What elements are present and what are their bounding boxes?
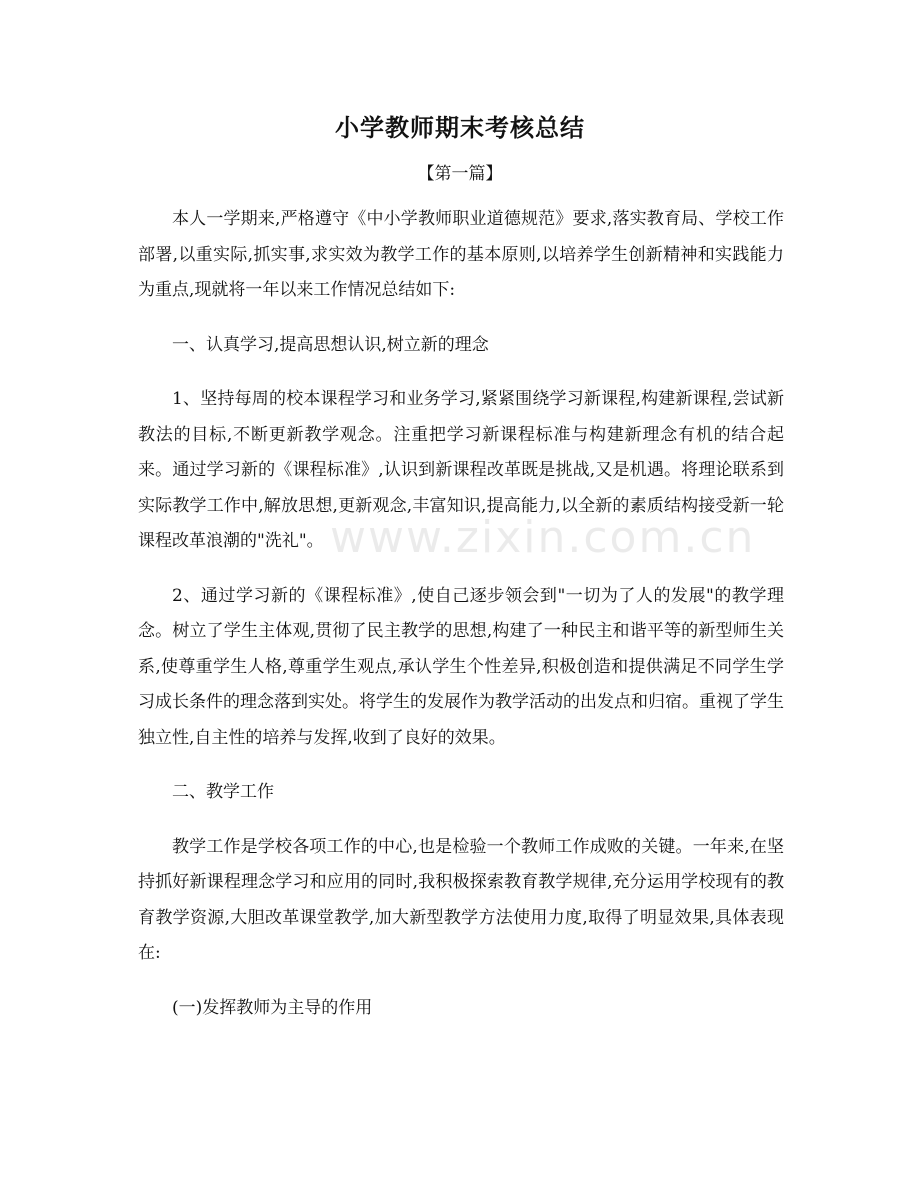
- heading-section-1: 一、认真学习,提高思想认识,树立新的理念: [172, 334, 489, 355]
- watermark: www.zixin.com.cn: [330, 512, 756, 563]
- intro-paragraph: 本人一学期来,严格遵守《中小学教师职业道德规范》要求,落实教育局、学校工作部署,以重实际,抓实事,求实效为教学工作的基本原则,以培养学生创新精神和实践能力为重点,现就将一年以来工作情况总结如下:: [138, 209, 784, 300]
- subheading-1: (一)发挥教师为主导的作用: [172, 997, 373, 1018]
- section-marker: 【第一篇】: [417, 164, 503, 184]
- paragraph-item-2: 2、通过学习新的《课程标准》,使自己逐步领会到"一切为了人的发展"的教学理念。树立了学生主体观,贯彻了民主教学的思想,构建了一种民主和谐平等的新型师生关系,使尊重学生人格,尊重学生观点,承认学生个性差异,积极创造和提供满足不同学生学习成长条件的理念落到实处。将学生的发展作为教学活动的出发点和归宿。重视了学生独立性,自主性的培养与发挥,收到了良好的效果。: [138, 585, 784, 748]
- document-title: 小学教师期末考核总结: [335, 113, 585, 142]
- paragraph-item-1: 1、坚持每周的校本课程学习和业务学习,紧紧围绕学习新课程,构建新课程,尝试新教法的目标,不断更新教学观念。注重把学习新课程标准与构建新理念有机的结合起来。通过学习新的《课程标准》,认识到新课程改革既是挑战,又是机遇。将理论联系到实际教学工作中,解放思想,更新观念,丰富知识,提高能力,以全新的素质结构接受新一轮课程改革浪潮的"洗礼"。: [138, 389, 784, 551]
- teaching-paragraph: 教学工作是学校各项工作的中心,也是检验一个教师工作成败的关键。一年来,在坚持抓好新课程理念学习和应用的同时,我积极探索教育教学规律,充分运用学校现有的教育教学资源,大胆改革课堂教学,加大新型教学方法使用力度,取得了明显效果,具体表现在:: [138, 836, 784, 963]
- heading-section-2: 二、教学工作: [172, 782, 274, 802]
- document-body: [138, 202, 784, 1045]
